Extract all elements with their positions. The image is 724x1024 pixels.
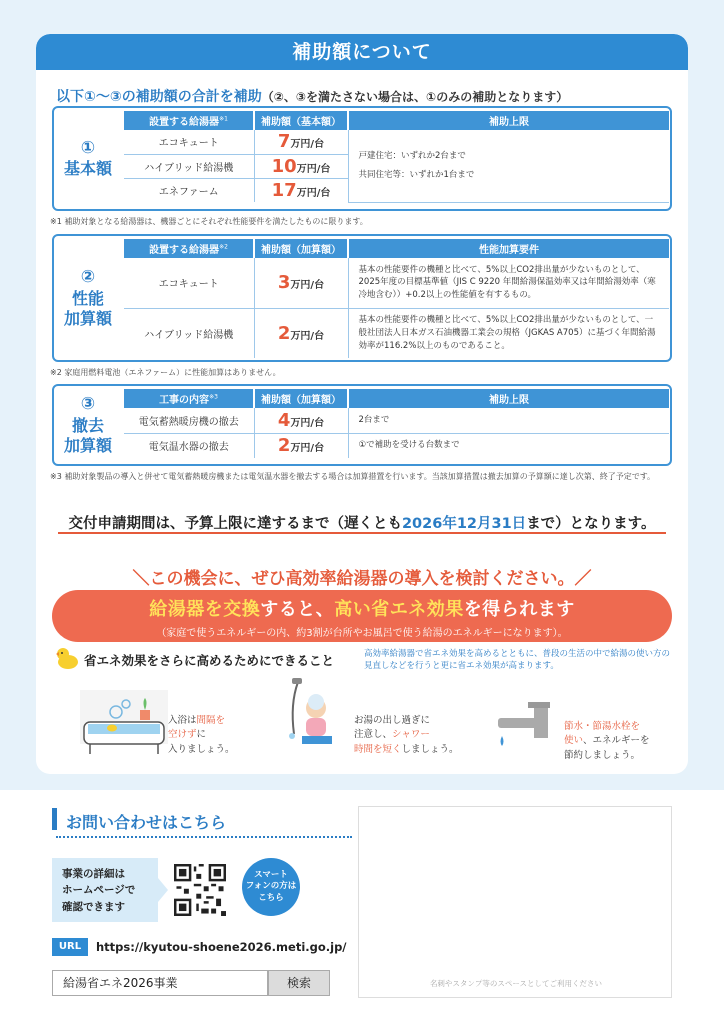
period-date: 2026年12月31日 bbox=[401, 516, 527, 532]
performance-section bbox=[52, 234, 672, 362]
limit: ①で補助を受ける台数まで bbox=[358, 440, 460, 451]
tip-shower: お湯の出し過ぎに 注意し、シャワー 時間を短くしましょう。 bbox=[354, 715, 459, 755]
limit: 2台まで bbox=[348, 408, 669, 433]
cta-heading: ＼この機会に、ぜひ高効率給湯器の導入を検討ください。／ bbox=[132, 569, 592, 589]
contact-title: お問い合わせはこちら bbox=[66, 813, 227, 832]
col-header: 設置する給湯器$^{※2}$ bbox=[124, 239, 254, 258]
benefit-banner bbox=[52, 590, 672, 642]
amount: 17万円/台 bbox=[254, 178, 348, 202]
footnote-2: ※2 家庭用燃料電池（エネファーム）に性能加算はありません。 bbox=[50, 368, 281, 377]
section-number: ③ bbox=[80, 394, 96, 415]
col-header: 工事の内容$^{※3}$ bbox=[124, 389, 254, 408]
perf-table bbox=[124, 239, 669, 358]
application-period bbox=[36, 512, 688, 533]
tip-bath: 入浴は間隔を 空けずに 入りましょう。 bbox=[168, 715, 235, 755]
search-term-box: 給湯省エネ2026事業 bbox=[52, 970, 268, 996]
headline-main: 以下①〜③の補助額の合計を補助 bbox=[56, 89, 262, 105]
col-header: 補助額（基本額） bbox=[254, 111, 348, 130]
detail-arrow bbox=[158, 878, 168, 902]
limit-multi: 共同住宅等：いずれか1台まで bbox=[358, 169, 475, 180]
section-number: ① bbox=[80, 137, 96, 158]
col-header: 設置する給湯器$^{※1}$ bbox=[124, 111, 254, 130]
subsidy-headline bbox=[56, 86, 568, 106]
stamp-space bbox=[358, 806, 672, 998]
basic-amount-section bbox=[52, 106, 672, 211]
section-label: 加算額 bbox=[63, 308, 112, 328]
section-label: 撤去 bbox=[71, 415, 104, 435]
section-label: 加算額 bbox=[63, 435, 112, 455]
table-row bbox=[124, 130, 669, 154]
qr-code[interactable] bbox=[174, 864, 226, 916]
heater-name: エコキュート bbox=[124, 258, 254, 308]
page-title: 補助額について bbox=[36, 34, 688, 70]
table-row bbox=[124, 433, 669, 458]
amount: 7万円/台 bbox=[254, 130, 348, 154]
col-header: 補助額（加算額） bbox=[254, 239, 348, 258]
heater-name: エネファーム bbox=[124, 178, 254, 202]
amount: 4万円/台 bbox=[254, 408, 348, 433]
headline-sub: （②、③を満たさない場合は、①のみの補助となります） bbox=[261, 90, 569, 104]
col-header: 補助上限 bbox=[348, 111, 669, 130]
removal-section bbox=[52, 384, 672, 466]
tip-faucet: 節水・節湯水栓を 使い、エネルギーを 節約しましょう。 bbox=[564, 721, 650, 761]
detail-line: 事業の詳細は bbox=[62, 868, 125, 880]
duck-icon bbox=[54, 646, 80, 670]
smartphone-bubble: スマート フォンの方は こちら bbox=[242, 858, 300, 916]
section-label: 性能 bbox=[71, 288, 104, 308]
removal-table bbox=[124, 389, 669, 458]
banner-title: 給湯器を交換すると、高い省エネ効果を得られます bbox=[149, 599, 575, 620]
subsidy-card bbox=[36, 34, 688, 774]
perf-label bbox=[54, 236, 122, 360]
table-row bbox=[124, 258, 669, 308]
heater-name: ハイブリッド給湯機 bbox=[124, 154, 254, 178]
footnote-3: ※3 補助対象製品の導入と併せて電気蓄熱暖房機または電気温水器を撤去する場合は加算措置を行います。当該加算措置は撤去加算の予算額に達し次第、終了予定です。 bbox=[50, 472, 656, 481]
table-row bbox=[124, 308, 669, 358]
tips-note: 高効率給湯器で省エネ効果を高めるとともに、普段の生活の中で給湯の使い方の見直しなどを行うと更に省エネ効果が高まります。 bbox=[364, 649, 671, 672]
detail-box bbox=[52, 858, 158, 922]
basic-label bbox=[54, 108, 122, 209]
period-text: 交付申請期間は、予算上限に達するまで（遅くとも bbox=[68, 516, 402, 532]
stamp-note: 名刺やスタンプ等のスペースとしてご利用ください bbox=[429, 979, 603, 988]
search-button[interactable]: 検索 bbox=[268, 970, 330, 996]
basic-table bbox=[124, 111, 669, 203]
section-label: 基本額 bbox=[63, 159, 112, 179]
contact-accent-bar bbox=[52, 808, 57, 830]
period-underline bbox=[58, 532, 666, 534]
work-name: 電気温水器の撤去 bbox=[124, 433, 254, 458]
footnote-1: ※1 補助対象となる給湯器は、機器ごとにそれぞれ性能要件を満たしたものに限ります。 bbox=[50, 217, 368, 226]
table-row bbox=[124, 408, 669, 433]
col-header: 性能加算要件 bbox=[348, 239, 669, 258]
removal-label bbox=[54, 386, 122, 464]
work-name: 電気蓄熱暖房機の撤去 bbox=[124, 408, 254, 433]
col-header: 補助額（加算額） bbox=[254, 389, 348, 408]
detail-line: ホームページで bbox=[62, 884, 136, 897]
faucet-icon bbox=[494, 698, 556, 752]
requirement: 基本の性能要件の機種と比べて、5%以上CO2排出量が少ないものとして、一般社団法人日本ガス石油機器工業会の規格（JGKAS A705）に基づく年間給湯効率が116.2%以上のものであること。 bbox=[358, 315, 656, 351]
limit-cell bbox=[348, 130, 669, 202]
shower-icon bbox=[276, 674, 352, 766]
url-label: URL bbox=[52, 938, 88, 956]
col-header: 補助上限 bbox=[348, 389, 669, 408]
heater-name: エコキュート bbox=[124, 130, 254, 154]
amount: 3万円/台 bbox=[254, 258, 348, 308]
amount: 2万円/台 bbox=[254, 308, 348, 358]
section-number: ② bbox=[80, 267, 96, 288]
contact-divider bbox=[56, 836, 352, 838]
amount: 10万円/台 bbox=[254, 154, 348, 178]
limit-detached: 戸建住宅：いずれか2台まで bbox=[358, 151, 466, 161]
bathtub-icon bbox=[76, 684, 172, 760]
tips-title: 省エネ効果をさらに高めるためにできること bbox=[84, 653, 335, 668]
requirement: 基本の性能要件の機種と比べて、5%以上CO2排出量が少ないものとして、2025年度の目標基準値（JIS C 9220 年間給湯保温効率又は年間給湯効率（寒冷地含む））+0.2以上の性能値を有するもの。 bbox=[348, 258, 669, 308]
website-link[interactable]: https://kyutou-shoene2026.meti.go.jp/ bbox=[96, 940, 347, 954]
period-text: まで）となります。 bbox=[526, 516, 656, 532]
banner-subtitle: （家庭で使うエネルギーの内、約3割が台所やお風呂で使う給湯のエネルギーになります）。 bbox=[156, 628, 568, 639]
detail-line: 確認できます bbox=[62, 900, 125, 913]
heater-name: ハイブリッド給湯機 bbox=[124, 308, 254, 358]
amount: 2万円/台 bbox=[254, 433, 348, 458]
